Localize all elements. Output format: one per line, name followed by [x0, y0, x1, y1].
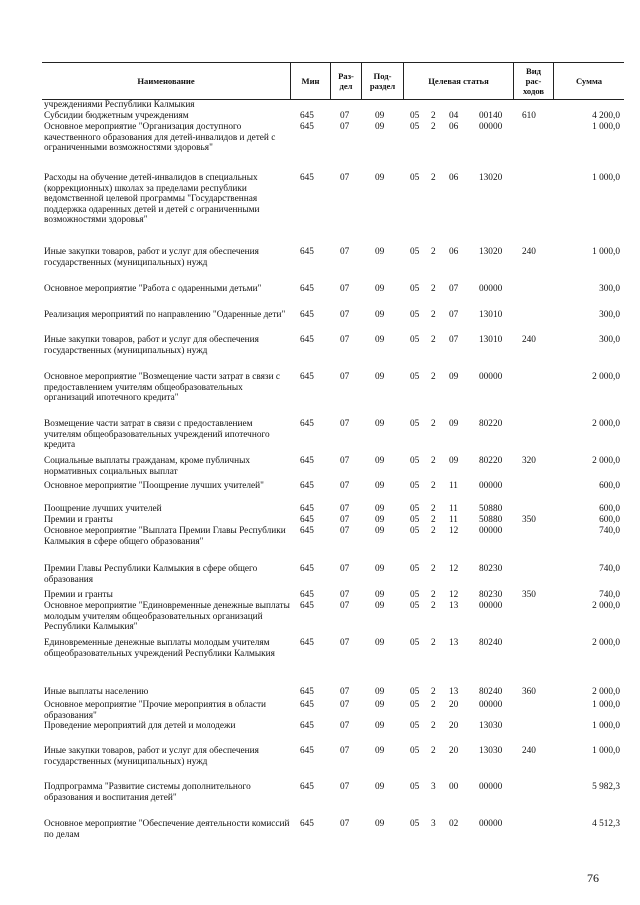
cell-vid: 320	[522, 456, 536, 466]
cell-c: 20	[449, 721, 459, 731]
cell-a: 05	[410, 111, 420, 121]
cell-b: 2	[431, 173, 436, 183]
cell-razd: 07	[340, 456, 350, 466]
row-name: Проведение мероприятий для детей и молодежи	[44, 721, 236, 731]
cell-d: 80220	[479, 419, 503, 429]
cell-min: 645	[300, 284, 314, 294]
row-name: Поощрение лучших учителей	[44, 504, 162, 514]
cell-razd: 07	[340, 590, 350, 600]
cell-b: 2	[431, 721, 436, 731]
cell-b: 2	[431, 638, 436, 648]
cell-razd: 07	[340, 372, 350, 382]
cell-c: 06	[449, 173, 459, 183]
page-number: 76	[587, 871, 599, 885]
cell-razd: 07	[340, 173, 350, 183]
cell-sum: 1 000,0	[592, 173, 620, 183]
cell-razd: 07	[340, 526, 350, 536]
cell-b: 2	[431, 601, 436, 611]
cell-sum: 4 200,0	[592, 111, 620, 121]
cell-a: 05	[410, 515, 420, 525]
cell-c: 09	[449, 456, 459, 466]
row-name: Субсидии бюджетным учреждениям	[44, 111, 189, 121]
cell-min: 645	[300, 782, 314, 792]
cell-c: 07	[449, 335, 459, 345]
cell-sum: 300,0	[599, 335, 620, 345]
cell-vid: 610	[522, 111, 536, 121]
cell-sum: 300,0	[599, 310, 620, 320]
cell-a: 05	[410, 687, 420, 697]
cell-b: 2	[431, 590, 436, 600]
cell-podr: 09	[375, 590, 385, 600]
cell-min: 645	[300, 601, 314, 611]
row-name: Премии и гранты	[44, 590, 113, 600]
cell-min: 645	[300, 247, 314, 257]
cell-d: 00000	[479, 481, 503, 491]
cell-a: 05	[410, 819, 420, 829]
cell-a: 05	[410, 638, 420, 648]
cell-d: 80240	[479, 687, 503, 697]
cell-min: 645	[300, 504, 314, 514]
cell-c: 09	[449, 372, 459, 382]
cell-podr: 09	[375, 284, 385, 294]
row-name: Основное мероприятие "Единовременные денежные выплаты молодым учителям общеобразовательных организаций Республики Калмыкия"	[44, 601, 290, 633]
cell-razd: 07	[340, 721, 350, 731]
cell-sum: 600,0	[599, 515, 620, 525]
cell-razd: 07	[340, 700, 350, 710]
row-name: Основное мероприятие "Работа с одаренными детьми"	[44, 284, 262, 294]
header-name: Наименование	[137, 76, 195, 86]
cell-c: 11	[449, 481, 458, 491]
cell-d: 13030	[479, 721, 503, 731]
row-name: Иные выплаты населению	[44, 687, 149, 697]
cell-d: 50880	[479, 515, 503, 525]
cell-c: 13	[449, 687, 459, 697]
cell-razd: 07	[340, 819, 350, 829]
cell-vid: 240	[522, 247, 536, 257]
cell-c: 07	[449, 284, 459, 294]
cell-podr: 09	[375, 247, 385, 257]
row-name: Иные закупки товаров, работ и услуг для обеспечения государственных (муниципальных) нужд	[44, 247, 259, 268]
cell-razd: 07	[340, 638, 350, 648]
cell-a: 05	[410, 122, 420, 132]
cell-sum: 2 000,0	[592, 419, 620, 429]
cell-a: 05	[410, 173, 420, 183]
cell-podr: 09	[375, 481, 385, 491]
cell-d: 00000	[479, 526, 503, 536]
row-name: учреждениями Республики Калмыкия	[44, 100, 195, 110]
row-name: Подпрограмма "Развитие системы дополнительного образования и воспитания детей"	[44, 782, 251, 803]
cell-c: 11	[449, 515, 458, 525]
cell-a: 05	[410, 456, 420, 466]
cell-d: 00000	[479, 782, 503, 792]
cell-b: 2	[431, 284, 436, 294]
cell-d: 00000	[479, 284, 503, 294]
cell-razd: 07	[340, 564, 350, 574]
cell-min: 645	[300, 526, 314, 536]
cell-min: 645	[300, 746, 314, 756]
row-name: Иные закупки товаров, работ и услуг для обеспечения государственных (муниципальных) нужд	[44, 335, 259, 356]
cell-b: 2	[431, 247, 436, 257]
cell-podr: 09	[375, 335, 385, 345]
cell-c: 13	[449, 638, 459, 648]
cell-vid: 240	[522, 335, 536, 345]
cell-c: 00	[449, 782, 459, 792]
cell-a: 05	[410, 526, 420, 536]
cell-razd: 07	[340, 515, 350, 525]
cell-podr: 09	[375, 601, 385, 611]
cell-d: 80240	[479, 638, 503, 648]
cell-d: 00000	[479, 372, 503, 382]
row-name: Основное мероприятие "Возмещение части затрат в связи с предоставлением учителям общеобразовательных организаций ипотечного кредита"	[44, 372, 281, 404]
cell-a: 05	[410, 721, 420, 731]
cell-sum: 4 512,3	[592, 819, 620, 829]
cell-c: 11	[449, 504, 458, 514]
table-header	[42, 62, 624, 100]
cell-razd: 07	[340, 247, 350, 257]
cell-sum: 740,0	[599, 590, 620, 600]
cell-d: 00000	[479, 601, 503, 611]
cell-razd: 07	[340, 122, 350, 132]
cell-razd: 07	[340, 310, 350, 320]
cell-min: 645	[300, 335, 314, 345]
cell-b: 2	[431, 335, 436, 345]
cell-vid: 350	[522, 590, 536, 600]
cell-a: 05	[410, 247, 420, 257]
cell-a: 05	[410, 504, 420, 514]
cell-a: 05	[410, 419, 420, 429]
cell-c: 02	[449, 819, 459, 829]
cell-c: 07	[449, 310, 459, 320]
cell-podr: 09	[375, 310, 385, 320]
cell-razd: 07	[340, 504, 350, 514]
cell-sum: 1 000,0	[592, 746, 620, 756]
cell-min: 645	[300, 564, 314, 574]
cell-d: 13020	[479, 247, 503, 257]
cell-razd: 07	[340, 284, 350, 294]
cell-min: 645	[300, 173, 314, 183]
row-name: Основное мероприятие "Обеспечение деятельности комиссий по делам	[44, 819, 290, 840]
row-name: Реализация мероприятий по направлению "Одаренные дети"	[44, 310, 286, 320]
cell-podr: 09	[375, 700, 385, 710]
cell-podr: 09	[375, 504, 385, 514]
cell-c: 04	[449, 111, 459, 121]
cell-a: 05	[410, 564, 420, 574]
cell-vid: 350	[522, 515, 536, 525]
cell-podr: 09	[375, 687, 385, 697]
cell-c: 06	[449, 247, 459, 257]
cell-min: 645	[300, 638, 314, 648]
cell-c: 20	[449, 746, 459, 756]
cell-sum: 740,0	[599, 526, 620, 536]
cell-c: 12	[449, 564, 459, 574]
cell-a: 05	[410, 700, 420, 710]
cell-b: 3	[431, 782, 436, 792]
cell-min: 645	[300, 419, 314, 429]
cell-razd: 07	[340, 419, 350, 429]
cell-razd: 07	[340, 335, 350, 345]
cell-b: 2	[431, 481, 436, 491]
cell-podr: 09	[375, 372, 385, 382]
cell-c: 12	[449, 590, 459, 600]
cell-c: 12	[449, 526, 459, 536]
cell-min: 645	[300, 481, 314, 491]
cell-b: 2	[431, 504, 436, 514]
cell-d: 00000	[479, 819, 503, 829]
cell-min: 645	[300, 721, 314, 731]
row-name: Основное мероприятие "Организация доступного качественного образования для детей-инвалидов и детей с ограниченными возможностями здоровья"	[44, 122, 276, 154]
cell-podr: 09	[375, 721, 385, 731]
cell-min: 645	[300, 700, 314, 710]
cell-b: 2	[431, 419, 436, 429]
cell-sum: 1 000,0	[592, 721, 620, 731]
cell-podr: 09	[375, 111, 385, 121]
cell-razd: 07	[340, 687, 350, 697]
cell-b: 2	[431, 746, 436, 756]
cell-razd: 07	[340, 746, 350, 756]
cell-podr: 09	[375, 526, 385, 536]
cell-d: 13010	[479, 310, 503, 320]
cell-podr: 09	[375, 419, 385, 429]
cell-b: 2	[431, 526, 436, 536]
cell-c: 09	[449, 419, 459, 429]
cell-sum: 1 000,0	[592, 700, 620, 710]
cell-min: 645	[300, 819, 314, 829]
table-body	[42, 100, 624, 850]
cell-sum: 2 000,0	[592, 687, 620, 697]
cell-razd: 07	[340, 481, 350, 491]
cell-podr: 09	[375, 638, 385, 648]
cell-vid: 360	[522, 687, 536, 697]
cell-sum: 5 982,3	[592, 782, 620, 792]
cell-podr: 09	[375, 782, 385, 792]
cell-sum: 300,0	[599, 284, 620, 294]
cell-b: 2	[431, 372, 436, 382]
cell-a: 05	[410, 335, 420, 345]
cell-d: 80230	[479, 590, 503, 600]
row-name: Основное мероприятие "Выплата Премии Главы Республики Калмыкия в сфере общего образования"	[44, 526, 286, 547]
cell-d: 00000	[479, 700, 503, 710]
cell-d: 00140	[479, 111, 503, 121]
cell-podr: 09	[375, 122, 385, 132]
cell-min: 645	[300, 687, 314, 697]
cell-sum: 2 000,0	[592, 456, 620, 466]
cell-a: 05	[410, 372, 420, 382]
cell-b: 2	[431, 515, 436, 525]
cell-a: 05	[410, 590, 420, 600]
cell-d: 50880	[479, 504, 503, 514]
cell-a: 05	[410, 601, 420, 611]
cell-razd: 07	[340, 601, 350, 611]
cell-a: 05	[410, 310, 420, 320]
cell-podr: 09	[375, 746, 385, 756]
cell-b: 2	[431, 111, 436, 121]
cell-b: 2	[431, 700, 436, 710]
cell-min: 645	[300, 372, 314, 382]
cell-sum: 1 000,0	[592, 122, 620, 132]
cell-d: 13010	[479, 335, 503, 345]
cell-sum: 2 000,0	[592, 638, 620, 648]
cell-razd: 07	[340, 782, 350, 792]
row-name: Основное мероприятие "Прочие мероприятия в области образования"	[44, 700, 266, 721]
cell-sum: 600,0	[599, 481, 620, 491]
row-name: Расходы на обучение детей-инвалидов в специальных (коррекционных) школах за пределами республики ведомственной целевой программы "Государственная поддержка одаренных детей и детей с ограниченными возможностями здоровья"	[44, 173, 260, 226]
cell-vid: 240	[522, 746, 536, 756]
cell-c: 13	[449, 601, 459, 611]
cell-a: 05	[410, 481, 420, 491]
cell-min: 645	[300, 310, 314, 320]
cell-podr: 09	[375, 173, 385, 183]
cell-d: 13030	[479, 746, 503, 756]
cell-sum: 740,0	[599, 564, 620, 574]
header-vid: Вид рас- ходов	[513, 63, 553, 99]
cell-podr: 09	[375, 564, 385, 574]
row-name: Социальные выплаты гражданам, кроме публичных нормативных социальных выплат	[44, 456, 250, 477]
cell-podr: 09	[375, 515, 385, 525]
cell-sum: 2 000,0	[592, 601, 620, 611]
cell-a: 05	[410, 284, 420, 294]
cell-c: 20	[449, 700, 459, 710]
cell-podr: 09	[375, 819, 385, 829]
cell-b: 2	[431, 687, 436, 697]
cell-sum: 1 000,0	[592, 247, 620, 257]
cell-d: 13020	[479, 173, 503, 183]
header-sum: Сумма	[553, 63, 624, 99]
row-name: Единовременные денежные выплаты молодым учителям общеобразовательных учреждений Республики Калмыкия	[44, 638, 275, 659]
row-name: Возмещение части затрат в связи с предоставлением учителям общеобразовательных учреждений ипотечного кредита	[44, 419, 270, 451]
cell-b: 2	[431, 122, 436, 132]
cell-a: 05	[410, 746, 420, 756]
row-name: Иные закупки товаров, работ и услуг для обеспечения государственных (муниципальных) нужд	[44, 746, 259, 767]
cell-min: 645	[300, 515, 314, 525]
header-podrazdel: Под- раздел	[361, 63, 403, 99]
cell-d: 80220	[479, 456, 503, 466]
cell-b: 2	[431, 456, 436, 466]
row-name: Основное мероприятие "Поощрение лучших учителей"	[44, 481, 264, 491]
header-target: Целевая статья	[403, 63, 513, 99]
cell-d: 00000	[479, 122, 503, 132]
header-razdel: Раз- дел	[330, 63, 361, 99]
cell-min: 645	[300, 111, 314, 121]
cell-min: 645	[300, 456, 314, 466]
cell-razd: 07	[340, 111, 350, 121]
cell-sum: 2 000,0	[592, 372, 620, 382]
row-name: Премии Главы Республики Калмыкия в сфере общего образования	[44, 564, 258, 585]
cell-podr: 09	[375, 456, 385, 466]
cell-c: 06	[449, 122, 459, 132]
cell-a: 05	[410, 782, 420, 792]
cell-min: 645	[300, 122, 314, 132]
cell-sum: 600,0	[599, 504, 620, 514]
cell-min: 645	[300, 590, 314, 600]
cell-d: 80230	[479, 564, 503, 574]
header-min: Мин	[290, 63, 330, 99]
cell-b: 2	[431, 564, 436, 574]
row-name: Премии и гранты	[44, 515, 113, 525]
cell-b: 2	[431, 310, 436, 320]
cell-b: 3	[431, 819, 436, 829]
